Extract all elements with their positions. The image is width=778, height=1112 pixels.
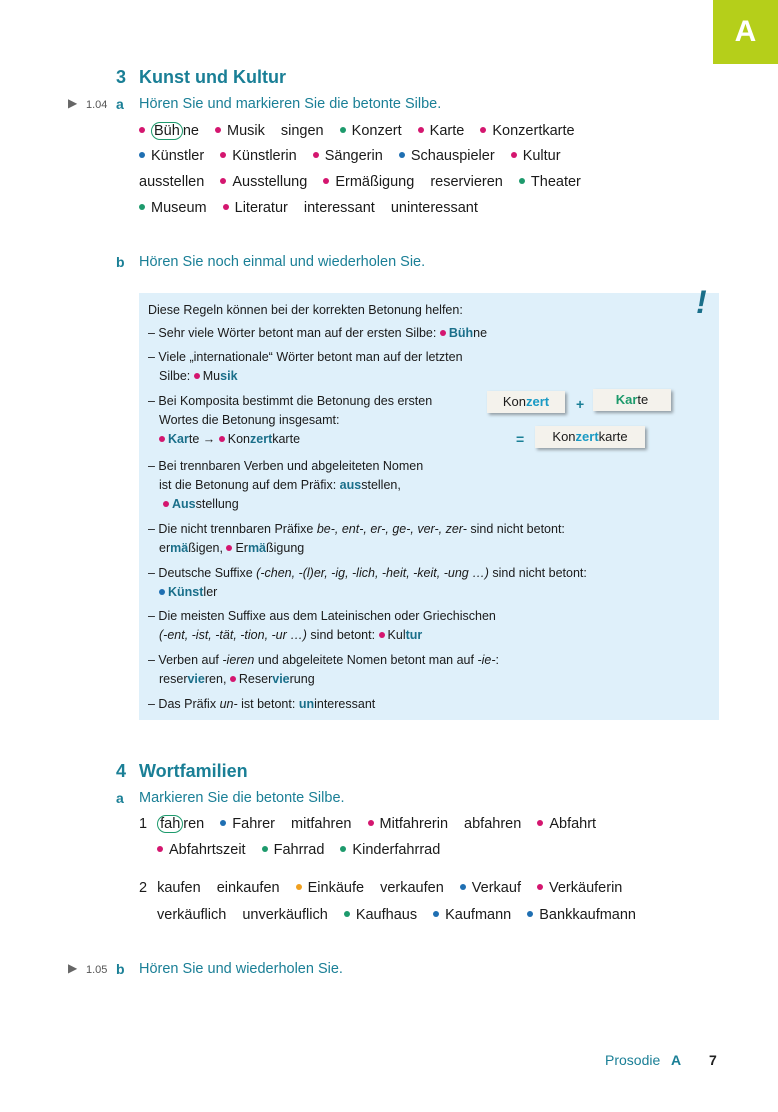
word-item: ausstellen <box>139 174 205 190</box>
word-item: Schauspieler <box>399 148 495 164</box>
exercise-instruction: Hören Sie und markieren Sie die betonte Silbe. <box>139 96 442 112</box>
stress-dot-icon <box>262 846 268 852</box>
stress-dot-icon <box>230 676 236 682</box>
stress-dot-icon <box>323 178 329 184</box>
stress-dot-icon <box>418 127 424 133</box>
word-line <box>139 148 573 164</box>
exercise-letter: b <box>116 254 125 270</box>
audio-play-icon[interactable]: ▶ <box>68 96 78 110</box>
group-number: 2 <box>139 880 148 896</box>
stress-dot-icon <box>219 436 225 442</box>
word-item: interessant <box>303 200 375 216</box>
plus-sign: + <box>576 396 585 412</box>
rule-item: – Viele „internationale“ Wörter betont man auf der letzten Silbe: Musik <box>148 350 463 383</box>
word-item: verkäuflich <box>157 907 227 923</box>
word-item: unverkäuflich <box>242 907 328 923</box>
stress-dot-icon <box>340 846 346 852</box>
word-item: Kaufmann <box>433 907 511 923</box>
footer-chapter: A <box>671 1052 682 1068</box>
chapter-tab-label: A <box>734 15 757 48</box>
stress-dot-icon <box>220 152 226 158</box>
word-item: abfahren <box>464 816 522 832</box>
stress-dot-icon <box>537 820 543 826</box>
word-item: verkaufen <box>380 880 444 896</box>
stress-dot-icon <box>379 632 385 638</box>
exercise-instruction: Hören Sie und wiederholen Sie. <box>139 961 343 977</box>
marked-syllable: Büh <box>151 122 183 140</box>
stress-dot-icon <box>226 545 232 551</box>
word-item: Theater <box>519 174 581 190</box>
word-line <box>139 174 593 190</box>
section-title: Wortfamilien <box>139 761 248 781</box>
section-number: 3 <box>116 67 127 87</box>
word-item: Literatur <box>223 200 288 216</box>
stress-dot-icon <box>194 373 200 379</box>
stress-dot-icon <box>159 436 165 442</box>
word-item: Künstlerin <box>220 148 296 164</box>
word-item: kaufen <box>157 880 201 896</box>
stress-dot-icon <box>220 178 226 184</box>
stress-dot-icon <box>399 152 405 158</box>
word-item: Musik <box>215 123 265 139</box>
equals-sign: = <box>516 431 525 447</box>
marked-syllable: fah <box>157 815 183 833</box>
word-item: Abfahrtszeit <box>157 842 246 858</box>
stress-dot-icon <box>433 911 439 917</box>
word-item: Kultur <box>511 148 561 164</box>
word-item: uninteressant <box>390 200 478 216</box>
exclamation-icon: ! <box>696 284 707 320</box>
word-line <box>139 880 634 896</box>
group-number: 1 <box>139 816 148 832</box>
word-line <box>157 907 648 923</box>
stress-dot-icon <box>440 330 446 336</box>
rule-item: – Bei Komposita bestimmt die Betonung des ersten Wortes die Betonung insgesamt: Karte → Konzertkarte <box>148 394 433 446</box>
rules-intro: Diese Regeln können bei der korrekten Betonung helfen: <box>148 303 463 317</box>
footer-title: Prosodie <box>605 1052 661 1068</box>
stress-dot-icon <box>519 178 525 184</box>
word-item: Museum <box>139 200 207 216</box>
word-item: Einkäufe <box>296 880 364 896</box>
word-item: reservieren <box>430 174 503 190</box>
compound-card: Konzertkarte <box>535 426 645 448</box>
stress-dot-icon <box>220 820 226 826</box>
stress-dot-icon <box>537 884 543 890</box>
stress-dot-icon <box>157 846 163 852</box>
stress-dot-icon <box>223 204 229 210</box>
exercise-letter: b <box>116 961 125 977</box>
word-item: fah ren <box>157 816 204 832</box>
word-item: Büh ne <box>139 123 199 139</box>
word-item: singen <box>280 123 324 139</box>
exercise-letter: a <box>116 96 124 112</box>
rule-item: – Die meisten Suffixe aus dem Lateinischen oder Griechischen (-ent, -ist, -tät, -tion, -ur …) sind betont: Kultur <box>148 609 496 642</box>
stress-dot-icon <box>296 884 302 890</box>
word-item: Fahrrad <box>262 842 325 858</box>
stress-dot-icon <box>139 127 145 133</box>
rule-item: – Das Präfix un- ist betont: uninteressant <box>148 697 376 711</box>
stress-dot-icon <box>480 127 486 133</box>
word-item: Kaufhaus <box>344 907 417 923</box>
word-item: Konzertkarte <box>480 123 574 139</box>
stress-dot-icon <box>159 589 165 595</box>
stress-dot-icon <box>215 127 221 133</box>
word-item: Kinderfahrrad <box>340 842 440 858</box>
compound-card: Konzert <box>487 391 565 413</box>
stress-dot-icon <box>344 911 350 917</box>
stress-dot-icon <box>340 127 346 133</box>
audio-track-number: 1.04 <box>86 99 108 111</box>
stress-dot-icon <box>460 884 466 890</box>
word-line <box>139 200 490 216</box>
word-item: Verkauf <box>460 880 521 896</box>
rule-item: – Bei trennbaren Verben und abgeleiteten Nomen ist die Betonung auf dem Präfix: ausstellen, Ausstellung <box>148 459 424 511</box>
word-line <box>139 815 608 833</box>
rule-item: – Sehr viele Wörter betont man auf der ersten Silbe: Bühne <box>148 326 488 340</box>
word-item: Fahrer <box>220 816 275 832</box>
rule-item: – Die nicht trennbaren Präfixe be-, ent-, er-, ge-, ver-, zer- sind nicht betont: ermäßigen, Ermäßigung <box>148 522 565 555</box>
word-line <box>139 122 587 140</box>
stress-dot-icon <box>527 911 533 917</box>
exercise-instruction: Markieren Sie die betonte Silbe. <box>139 790 345 806</box>
audio-play-icon[interactable]: ▶ <box>68 961 78 975</box>
rule-item: – Verben auf -ieren und abgeleitete Nomen betont man auf -ie-: reservieren, Reservierung <box>148 653 499 686</box>
stress-dot-icon <box>368 820 374 826</box>
stress-dot-icon <box>139 204 145 210</box>
stress-dot-icon <box>163 501 169 507</box>
word-item: Ausstellung <box>220 174 307 190</box>
word-item: Bankkaufmann <box>527 907 636 923</box>
exercise-instruction: Hören Sie noch einmal und wiederholen Sie. <box>139 254 426 270</box>
word-item: Künstler <box>139 148 204 164</box>
stress-dot-icon <box>139 152 145 158</box>
word-item: mitfahren <box>291 816 352 832</box>
word-item: Verkäuferin <box>537 880 622 896</box>
word-item: Konzert <box>340 123 402 139</box>
word-item: Ermäßigung <box>323 174 414 190</box>
stress-dot-icon <box>511 152 517 158</box>
compound-card: Karte <box>593 389 671 411</box>
word-item: Abfahrt <box>537 816 596 832</box>
stress-dot-icon <box>313 152 319 158</box>
section-number: 4 <box>116 761 127 781</box>
page-number: 7 <box>709 1052 717 1068</box>
chapter-tab <box>713 0 778 64</box>
word-item: Karte <box>418 123 465 139</box>
word-item: Mitfahrerin <box>368 816 449 832</box>
section-title: Kunst und Kultur <box>139 67 286 87</box>
word-item: Sängerin <box>313 148 383 164</box>
word-item: einkaufen <box>216 880 280 896</box>
audio-track-number: 1.05 <box>86 964 108 976</box>
word-line <box>157 842 452 858</box>
exercise-letter: a <box>116 790 124 806</box>
rule-item: – Deutsche Suffixe (-chen, -(l)er, -ig, -lich, -heit, -keit, -ung …) sind nicht betont: Künstler <box>148 566 587 599</box>
